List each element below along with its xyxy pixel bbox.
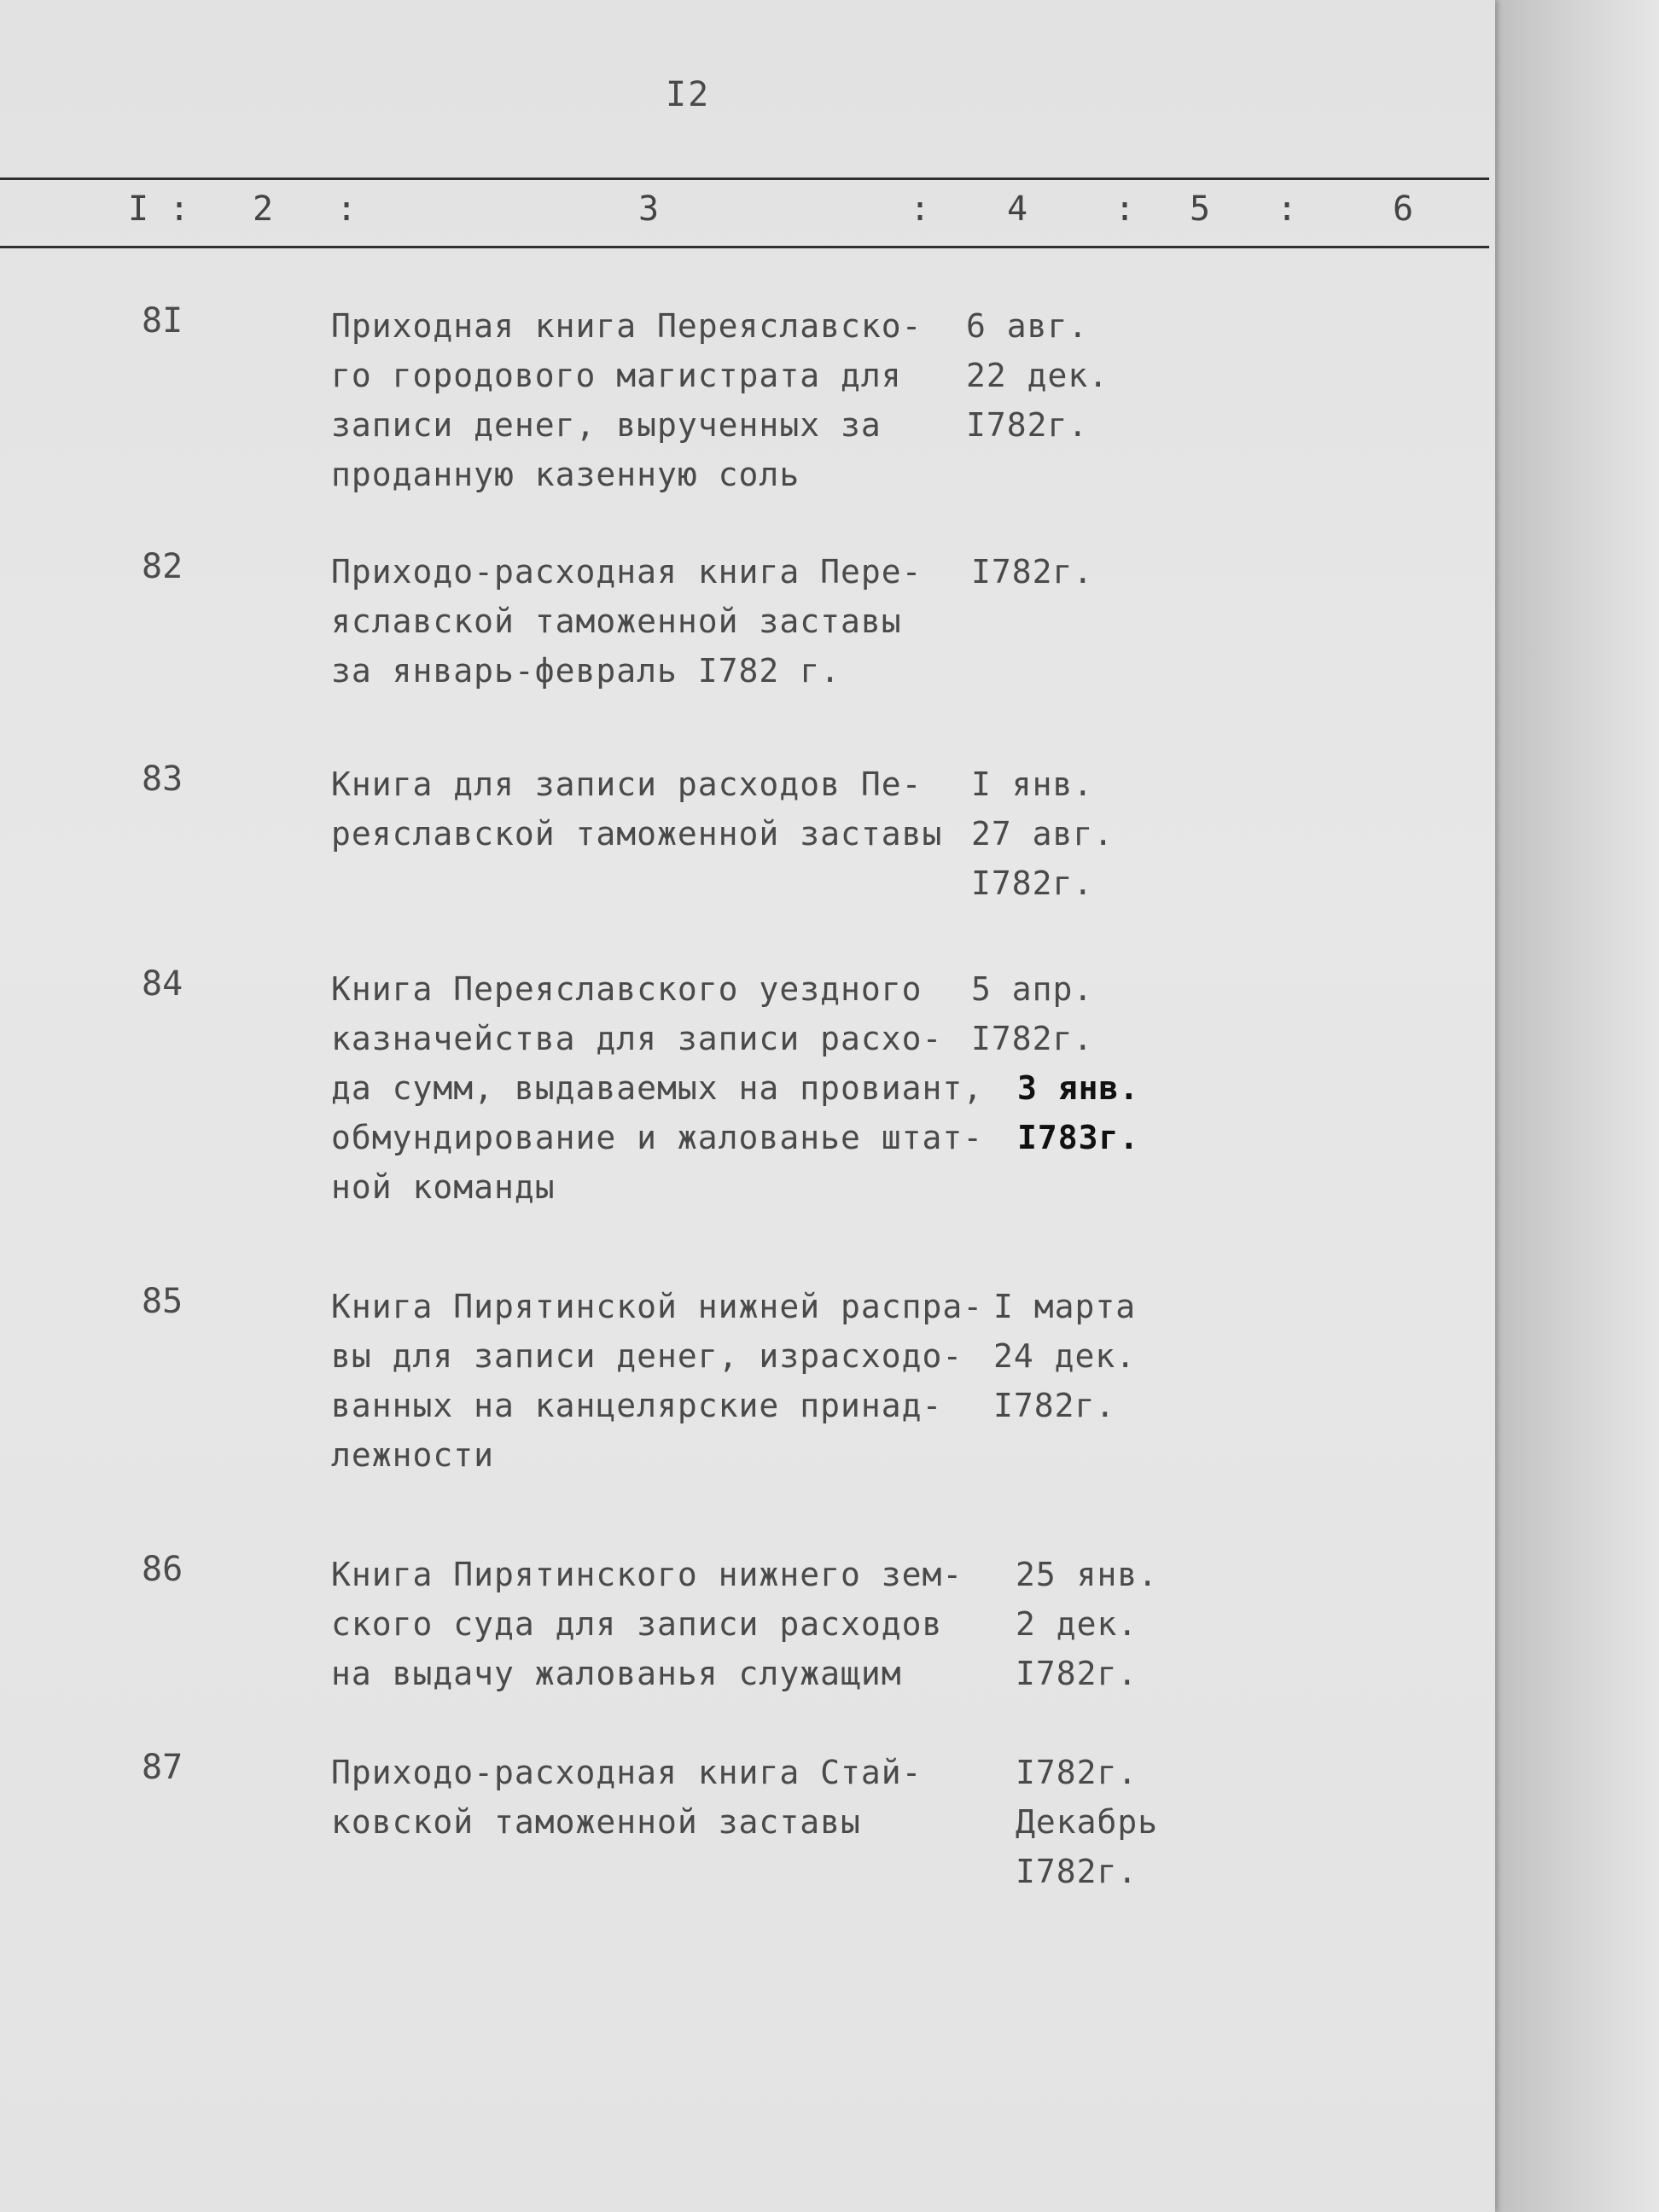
column-header-1: I xyxy=(128,189,149,229)
header-top-rule xyxy=(0,178,1489,180)
description-line: яславской таможенной заставы xyxy=(331,602,902,640)
entry-description xyxy=(331,547,922,696)
date-line: I782г. xyxy=(993,1387,1116,1424)
column-header-5: 5 xyxy=(1190,189,1211,229)
description-line: Книга Переяславского уездного xyxy=(331,970,923,1008)
entry-dates-handwritten xyxy=(1017,1063,1139,1162)
description-line: Книга Пирятинского нижнего зем- xyxy=(331,1556,963,1593)
entry-number: 82 xyxy=(142,547,183,586)
entry-description xyxy=(331,1748,922,1847)
date-line: I782г. xyxy=(1016,1655,1138,1692)
column-header-4: 4 xyxy=(1007,189,1028,229)
entry-number: 85 xyxy=(142,1282,183,1321)
date-line: I782г. xyxy=(1016,1853,1138,1890)
description-line: обмундирование и жалованье штат- xyxy=(331,1119,984,1156)
column-header-3: 3 xyxy=(638,189,660,229)
description-line: Книга Пирятинской нижней распра- xyxy=(331,1288,984,1325)
description-line: вы для записи денег, израсходо- xyxy=(331,1337,963,1375)
entry-dates xyxy=(971,547,1093,597)
entry-dates xyxy=(971,964,1093,1063)
date-line: 2 дек. xyxy=(1016,1605,1138,1643)
page-number: I2 xyxy=(666,75,711,114)
description-line: казначейства для записи расхо- xyxy=(331,1020,943,1057)
column-header-separator: : xyxy=(1115,189,1136,229)
column-header-separator: : xyxy=(336,189,358,229)
description-line: лежности xyxy=(331,1436,495,1474)
background-surface xyxy=(1485,0,1659,2212)
entry-description xyxy=(331,964,983,1212)
date-line: I янв. xyxy=(971,765,1094,803)
date-line: 3 янв. xyxy=(1017,1069,1140,1107)
description-line: Приходо-расходная книга Стай- xyxy=(331,1754,923,1791)
description-line: реяславской таможенной заставы xyxy=(331,815,943,853)
column-header-separator: : xyxy=(1277,189,1298,229)
entry-dates xyxy=(993,1282,1136,1430)
column-header-6: 6 xyxy=(1393,189,1414,229)
entry-description xyxy=(331,301,922,499)
date-line: Декабрь xyxy=(1016,1803,1159,1841)
description-line: Приходо-расходная книга Пере- xyxy=(331,553,923,591)
description-line: ной команды xyxy=(331,1168,556,1206)
date-line: I782г. xyxy=(966,406,1089,444)
description-line: Книга для записи расходов Пе- xyxy=(331,765,923,803)
entry-description xyxy=(331,1282,983,1480)
date-line: 24 дек. xyxy=(993,1337,1137,1375)
entry-dates xyxy=(1016,1748,1158,1896)
column-header-2: 2 xyxy=(253,189,274,229)
description-line: на выдачу жалованья служащим xyxy=(331,1655,902,1692)
description-line: Приходная книга Переяславско- xyxy=(331,307,923,345)
date-line: 22 дек. xyxy=(966,357,1109,394)
entry-dates xyxy=(1016,1550,1158,1698)
date-line: I783г. xyxy=(1017,1119,1140,1156)
description-line: проданную казенную соль xyxy=(331,456,800,493)
description-line: записи денег, вырученных за xyxy=(331,406,882,444)
header-bottom-rule xyxy=(0,246,1489,248)
entry-description xyxy=(331,1550,963,1698)
date-line: 27 авг. xyxy=(971,815,1115,853)
date-line: I782г. xyxy=(1016,1754,1138,1791)
entry-number: 84 xyxy=(142,964,183,1004)
column-header-separator: : xyxy=(910,189,931,229)
entry-number: 87 xyxy=(142,1748,183,1787)
description-line: ского суда для записи расходов xyxy=(331,1605,943,1643)
description-line: ванных на канцелярские принад- xyxy=(331,1387,943,1424)
entry-number: 86 xyxy=(142,1550,183,1589)
entry-number: 83 xyxy=(142,760,183,799)
description-line: го городового магистрата для xyxy=(331,357,902,394)
column-header-separator: : xyxy=(169,189,190,229)
entry-number: 8I xyxy=(142,301,183,341)
date-line: I782г. xyxy=(971,864,1094,902)
date-line: I782г. xyxy=(971,553,1094,591)
description-line: за январь-февраль I782 г. xyxy=(331,652,841,690)
entry-description xyxy=(331,760,942,859)
description-line: ковской таможенной заставы xyxy=(331,1803,861,1841)
date-line: I марта xyxy=(993,1288,1137,1325)
entry-dates xyxy=(966,301,1109,450)
date-line: 6 авг. xyxy=(966,307,1089,345)
date-line: 25 янв. xyxy=(1016,1556,1159,1593)
description-line: да сумм, выдаваемых на провиант, xyxy=(331,1069,984,1107)
entry-dates xyxy=(971,760,1114,908)
date-line: 5 апр. xyxy=(971,970,1094,1008)
date-line: I782г. xyxy=(971,1020,1094,1057)
